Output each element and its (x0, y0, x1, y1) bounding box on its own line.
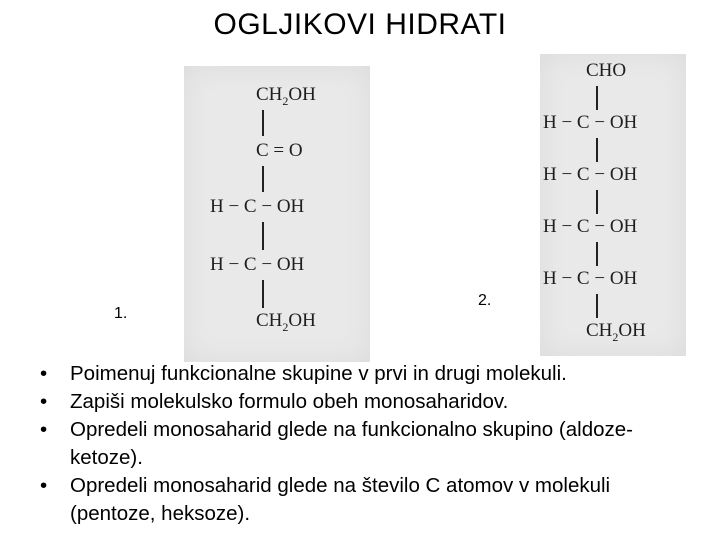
task-item: • Poimenuj funkcionalne skupine v prvi in drugi molekuli. (40, 360, 700, 388)
task-item: • Opredeli monosaharid glede na funkcionalno skupino (aldoze-ketoze). (40, 416, 700, 472)
molecule-2-row-2: H − C − OH (543, 164, 638, 185)
molecule-1-top-group: $CH_2OH$ (256, 84, 316, 108)
molecule-2-number: 2. (478, 292, 492, 309)
molecule-2-top-group: CHO (586, 60, 627, 81)
molecule-1-row-4: H − C − OH (210, 254, 305, 275)
molecule-1-row-3: H − C − OH (210, 196, 305, 217)
bond (596, 86, 598, 110)
bond (596, 294, 598, 318)
task-item: • Opredeli monosaharid glede na število C atomov v molekuli (pentoze, heksoze). (40, 472, 700, 528)
task-list (40, 360, 700, 528)
molecule-2-row-3: H − C − OH (543, 216, 638, 237)
bond (262, 110, 264, 136)
molecule-2-row-4: H − C − OH (543, 268, 638, 289)
bond (262, 222, 264, 250)
molecule-1-bottom-group: $CH_2OH$ (256, 310, 316, 334)
molecule-1-number: 1. (114, 305, 128, 322)
molecule-2-row-1: H − C − OH (543, 112, 638, 133)
bond (596, 242, 598, 266)
bond (262, 280, 264, 308)
bond (596, 190, 598, 214)
task-item: • Zapiši molekulsko formulo obeh monosaharidov. (40, 388, 700, 416)
molecule-2-bottom-group: $CH_2OH$ (586, 320, 646, 344)
molecule-1-carbonyl: C = O (256, 140, 303, 161)
molecule-2-image (540, 54, 686, 356)
bond (262, 166, 264, 192)
bond (596, 138, 598, 162)
slide-title: OGLJIKOVI HIDRATI (213, 8, 507, 41)
